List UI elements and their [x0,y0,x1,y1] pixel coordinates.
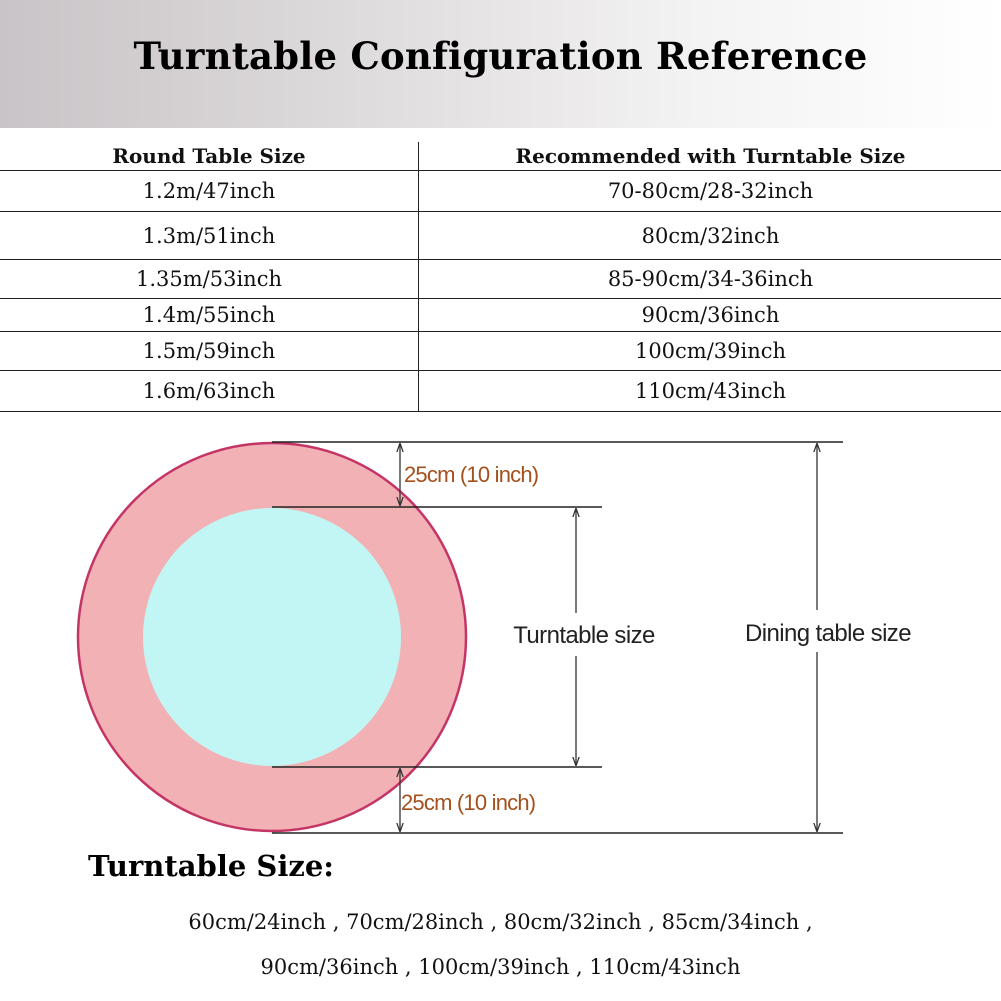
turntable-circle [143,508,401,766]
round-table-size-cell: 1.3m/51inch [0,212,419,260]
turntable-size-label: Turntable size [513,622,655,649]
round-table-size-cell: 1.35m/53inch [0,260,419,299]
turntable-size-cell: 80cm/32inch [419,212,1001,260]
page-title: Turntable Configuration Reference [133,34,868,78]
top-gap-label: 25cm (10 inch) [404,462,539,487]
turntable-sizes-line: 60cm/24inch , 70cm/28inch , 80cm/32inch , 85cm/34inch , [188,910,813,934]
round-table-size-cell: 1.6m/63inch [0,371,419,412]
turntable-size-cell: 90cm/36inch [419,299,1001,332]
table-row [0,260,1001,299]
turntable-sizes-title: Turntable Size: [88,849,334,883]
turntable-sizes-line: 90cm/36inch , 100cm/39inch , 110cm/43inch [260,955,741,979]
round-table-size-cell: 1.4m/55inch [0,299,419,332]
size-table [0,142,1001,412]
table-row [0,371,1001,412]
round-table-size-cell: 1.5m/59inch [0,332,419,371]
turntable-size-cell: 70-80cm/28-32inch [419,171,1001,212]
table-header-row [0,142,1001,171]
table-row [0,212,1001,260]
table-row [0,299,1001,332]
bottom-gap-label: 25cm (10 inch) [401,790,536,815]
table-row [0,332,1001,371]
round-table-size-cell: 1.2m/47inch [0,171,419,212]
turntable-diagram [0,420,1001,845]
turntable-size-cell: 85-90cm/34-36inch [419,260,1001,299]
turntable-size-cell: 100cm/39inch [419,332,1001,371]
dining-table-size-label: Dining table size [745,620,911,647]
column-header-round-table: Round Table Size [0,142,419,171]
turntable-size-cell: 110cm/43inch [419,371,1001,412]
column-header-turntable: Recommended with Turntable Size [419,142,1001,171]
table-row [0,171,1001,212]
